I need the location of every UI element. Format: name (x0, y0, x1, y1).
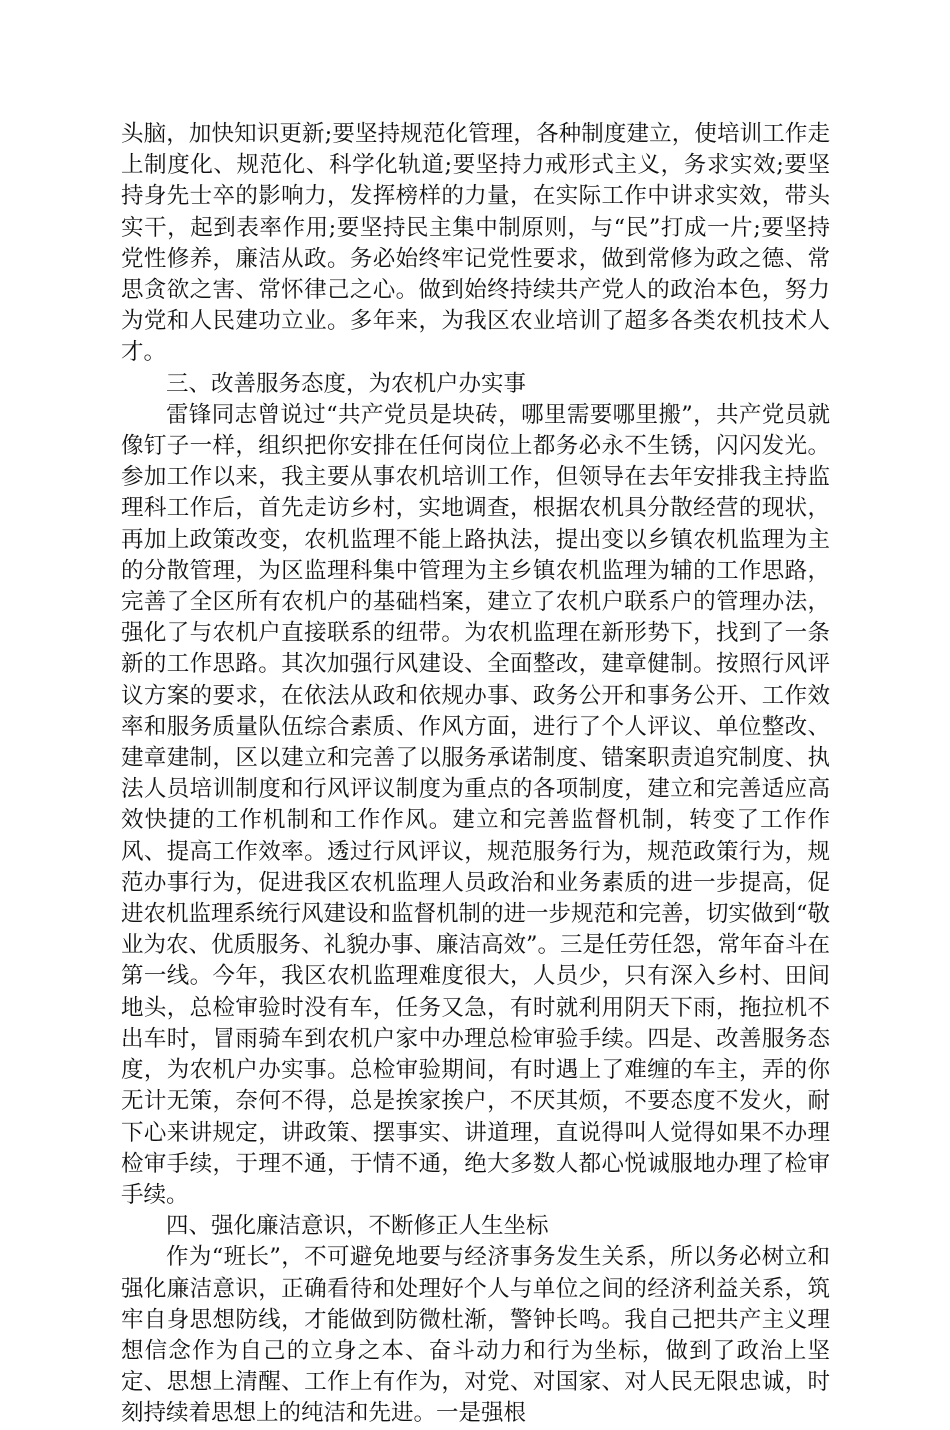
section-heading: 四、强化廉洁意识，不断修正人生坐标 (166, 1213, 549, 1240)
body-paragraph: 头脑，加快知识更新;要坚持规范化管理，各种制度建立，使培训工作走上制度化、规范化、科学化轨道;要坚持力戒形式主义，务求实效;要坚持身先士卒的影响力，发挥榜样的力量，在实际工作中讲求实效，带头实干，起到表率作用;要坚持民主集中制原则，与“民”打成一片;要坚持党性修养，廉洁从政。务必始终牢记党性要求，做到常修为政之德、常 思贪欲之害、常怀律己之心。做到始终持续共产党人的政治本色，努力为党和人民建功立业。多年来，为我区农业培训了超多各类农机技术人才。 (121, 121, 853, 366)
body-paragraph: 作为“班长”，不可避免地要与经济事务发生关系，所以务必树立和强化廉洁意识，正确看待和处理好个人与单位之间的经济利益关系，筑牢自身思想防线，才能做到防微杜渐，警钟长鸣。我自己把共产主义理想信念作为自己的立身之本、奋斗动力和行为坐标，做到了政治上坚定、思想上清醒、工作上有作为，对党、对国家、对人民无限忠诚，时刻持续着思想上的纯洁和先进。一是强根 (121, 1244, 830, 1427)
body-paragraph: 雷锋同志曾说过“共产党员是块砖，哪里需要哪里搬”，共产党员就像钉子一样，组织把你安排在任何岗位上都务必永不生锈，闪闪发光。参加工作以来，我主要从事农机培训工作，但领导在去年安排我主持监理科工作后，首先走访乡村，实地调查，根据农机具分散经营的现状，再加上政策改变，农机监理不能上路执法，提出变以乡镇农机监理为主的分散管理，为区监理科集中管理为主乡镇农机监理为辅的工作思路，完善了全区所有农机户的基础档案，建立了农机户联系户的管理办法，强化了与农机户直接联系的纽带。为农机监理在新形势下，找到了一条新的工作思路。其次加强行风建设、全面整改，建章健制。按照行风评议方案的要求，在依法从政和依规办事、政务公开和事务公开、工作效率和服务质量队伍综合素质、作风方面，进行了个人评议、单位整改、建章建制，区以建立和完善了以服务承诺制度、错案职责追究制度、执法人员培训制度和行风评议制度为重点的各项制度，建立和完善适应高效快捷的工作机制和工作作风。建立和完善监督机制，转变了工作作风、提高工作效率。透过行风评议，规范服务行为，规范政策行为，规范办事行为，促进我区农机监理人员政治和业务素质的进一步提高，促进农机监理系统行风建设和监督机制的进一步规范和完善，切实做到“敬业为农、优质服务、礼貌办事、廉洁高效”。三是任劳任怨，常年奋斗在第一线。今年，我区农机监理难度很大，人员少，只有深入乡村、田间地头，总检审验时没有车，任务又急，有时就利用阴天下雨，拖拉机不出车时，冒雨骑车到农机户家中办理总检审验手续。四是、改善服务态度，为农机户办实事。总检审验期间，有时遇上了难缠的车主，弄的你无计无策，奈何不得，总是挨家挨户，不厌其烦，不要态度不发火，耐下心来讲规定，讲政策、摆事实、讲道理，直说得叫人觉得如果不办理检审手续，于理不通，于情不通，绝大多数人都心悦诚服地办理了检审手续。 (121, 401, 831, 1208)
document-page (121, 119, 853, 1430)
section-heading: 三、改善服务态度，为农机户办实事 (166, 370, 527, 397)
